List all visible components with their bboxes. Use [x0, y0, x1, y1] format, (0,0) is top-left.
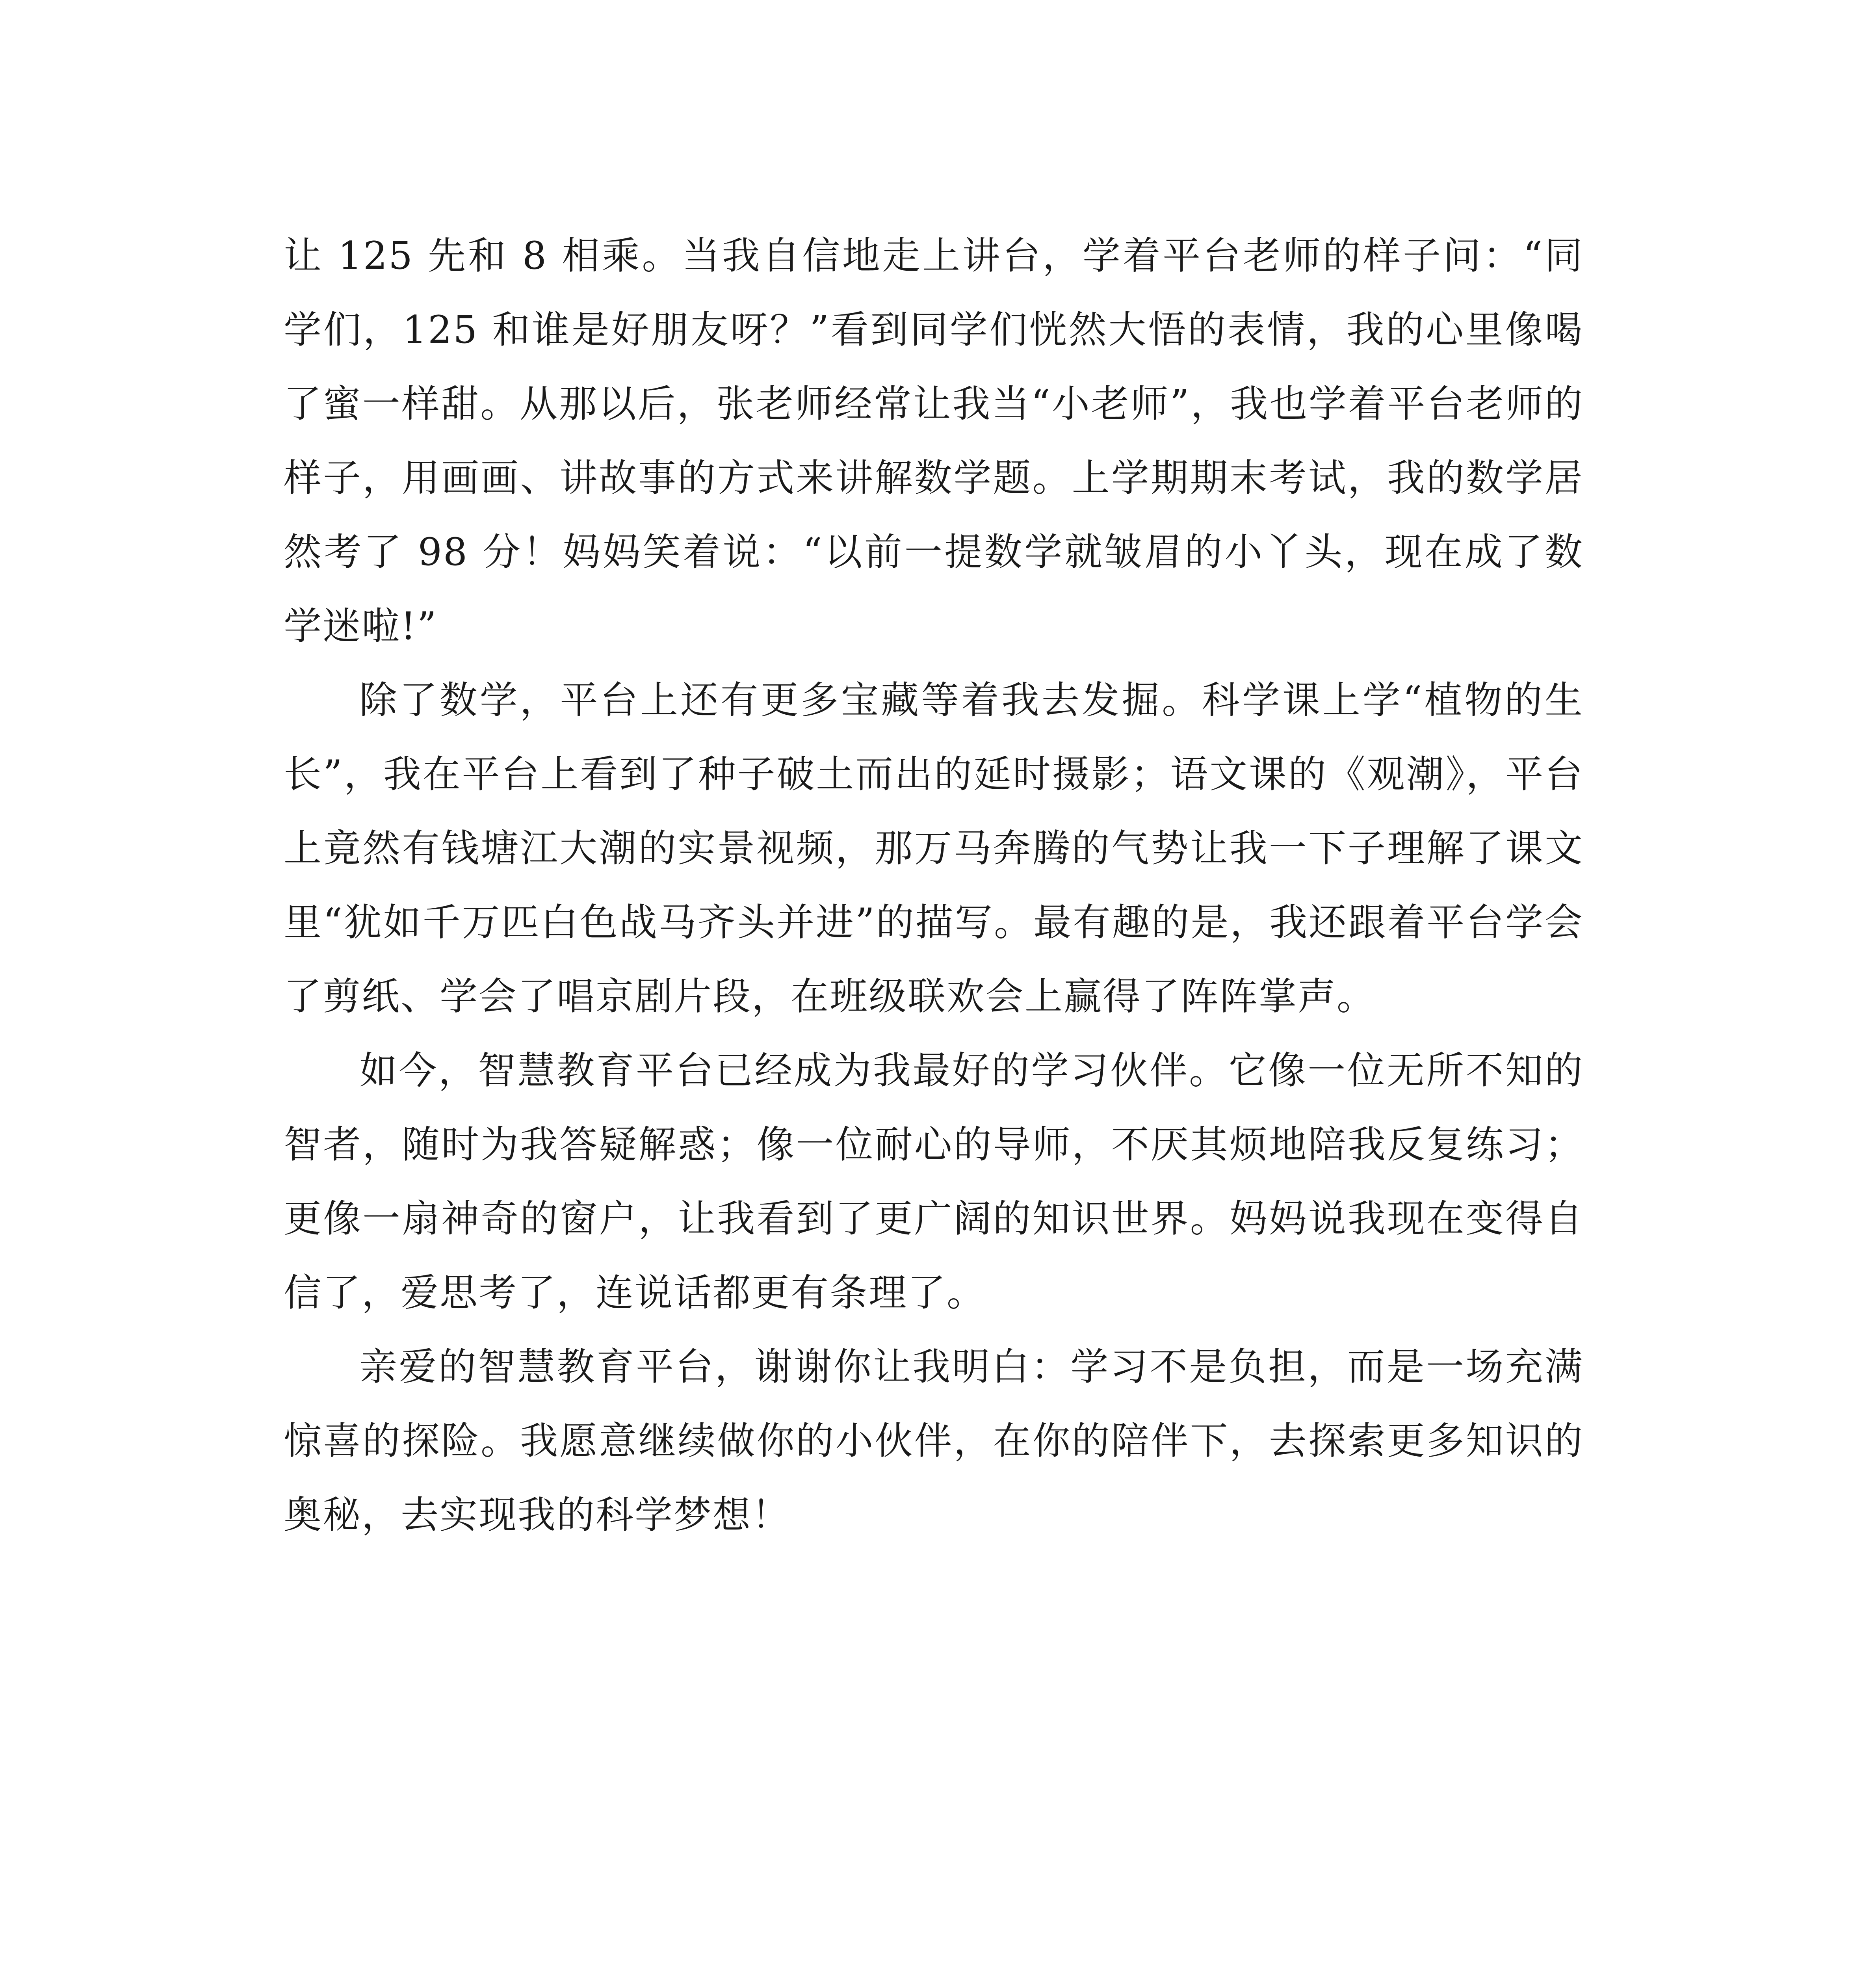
paragraph-learning-partner: 如今，智慧教育平台已经成为我最好的学习伙伴。它像一位无所不知的智者，随时为我答疑解惑；像一位耐心的导师，不厌其烦地陪我反复练习；更像一扇神奇的窗户，让我看到了更广阔的知识世界。妈妈说我现在变得自信了，爱思考了，连说话都更有条理了。 [284, 1048, 1584, 1315]
body-text [284, 219, 1584, 1552]
paragraph-treasures: 除了数学，平台上还有更多宝藏等着我去发掘。科学课上学“植物的生长”，我在平台上看到了种子破土而出的延时摄影；语文课的《观潮》，平台上竟然有钱塘江大潮的实景视频，那万马奔腾的气势让我一下子理解了课文里“犹如千万匹白色战马齐头并进”的描写。最有趣的是，我还跟着平台学会了剪纸、学会了唱京剧片段，在班级联欢会上赢得了阵阵掌声。 [284, 678, 1584, 1018]
paragraph-closing: 亲爱的智慧教育平台，谢谢你让我明白：学习不是负担，而是一场充满惊喜的探险。我愿意继续做你的小伙伴，在你的陪伴下，去探索更多知识的奥秘，去实现我的科学梦想！ [284, 1345, 1584, 1537]
paragraph-continuation: 让 125 先和 8 相乘。当我自信地走上讲台，学着平台老师的样子问：“同学们，125 和谁是好朋友呀？”看到同学们恍然大悟的表情，我的心里像喝了蜜一样甜。从那以后，张老师经常让我当“小老师”，我也学着平台老师的样子，用画画、讲故事的方式来讲解数学题。上学期期末考试，我的数学居然考了 98 分！妈妈笑着说：“以前一提数学就皱眉的小丫头，现在成了数学迷啦!” [284, 234, 1584, 648]
